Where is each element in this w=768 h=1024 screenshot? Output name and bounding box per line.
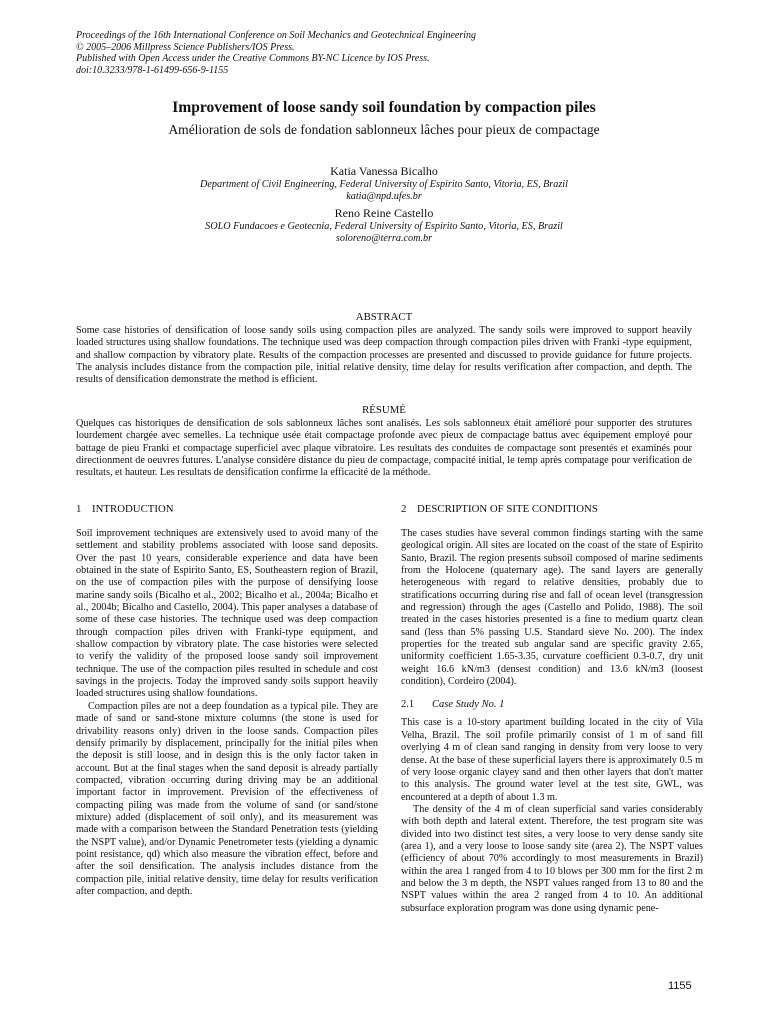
resume-text: Quelques cas historiques de densification de sols sablonneux lâches sont analisés. Les sols sablonneux était amélioré pour supporter des strutures lourdement chargée avec semelles. La technique usée était compactage profonde avec pieux de compactage battus avec équipement employé pour battage de pieu Franki et compactage superficiel avec plaque vibratoire. Les resultats des conduites de compactage sont presentés et examinés pour directionment de oeuvres futures. L'analyse considère distance du pieu de compactage, compacité initial, le temp après compatage pour verification de resultats, et hauteur. Les resultats de densification confirme la efficacité de la méthode. <box>76 418 692 479</box>
left-column <box>76 503 378 898</box>
paper-subtitle: Amélioration de sols de fondation sablonneux lâches pour pieux de compactage <box>168 122 600 137</box>
abstract-section <box>76 311 692 387</box>
paper-title: Improvement of loose sandy soil foundation by compaction piles <box>172 99 596 116</box>
header-line: Published with Open Access under the Creative Commons BY-NC Licence by IOS Press. <box>76 53 430 65</box>
resume-section <box>76 404 692 480</box>
body-paragraph: Soil improvement techniques are extensively used to avoid many of the settlement and stability problems associated with loose sand deposits. Over the past 10 years, considerable experience and data have been obtained in the state of Espirito Santo, ES, Southeastern region of Brazil, on the use of compaction piles with the purpose of densifying loose marine sandy soils (Bicalho et al., 2002; Bicalho et al., 2004a; Bicalho et al., 2004b; Bicalho and Castello, 2004). This paper analyses a database of some of these case histories. The technique used was deep compaction through compaction piles driven with Franki-type equipment, and shallow compaction by vibratory plate. The case histories were selected to verify the validity of the proposed loose sandy soil improvement technique. The use of the compaction piles resulted in schedule and cost savings in the projects. Today the improved sandy soils support heavily loaded structures using shallow foundations. <box>76 528 378 700</box>
body-paragraph: The cases studies have several common findings starting with the same geological origin. All sites are located on the coast of the state of Espirito Santo, Brazil. The region presents subsoil composed of marine sediments from the Holocene (quaternary age). The sand layers are generally heterogeneous with regard to relative densities, probably due to stratifications occurring during rise and fall of ocean level (transgression and regression) through the ages (Castello and Polido, 1988). The soil treated in the cases histories presented is a fine to medium quartz clean sand (less than 5% passing U.S. Standard sieve No. 200). The index properties for the treated sub angular sand are specific gravity 2.65, uniformity coefficient 1.65-3.35, curvature coefficient 0.3-0.7, dry unit weight 16.6 kN/m3 (densest condition) and 13.6 kN/m3 (loosest condition), Cordeiro (2004). <box>401 528 703 688</box>
header-line: © 2005–2006 Millpress Science Publishers/IOS Press. <box>76 41 295 53</box>
abstract-text: Some case histories of densification of loose sandy soils using compaction piles are analyzed. The sandy soils were improved to support heavily loaded structures using shallow foundations. The technique used was deep compaction through compaction piles driven with Franki -type equipment, and shallow compaction by vibratory plate. Results of the compaction processes are presented and discussed to provide guidance for future projects. The analysis includes distance from the compaction pile, initial relative density, time delay for results verification after compaction, and depth. The results of densification demonstrate the method is efficient. <box>76 325 692 386</box>
body-paragraph: The density of the 4 m of clean superficial sand varies considerably with both depth and lateral extent. Therefore, the test program site was divided into two distinct test sites, a very loose to very dense sandy site (area 1), and a very loose to loose sandy site (area 2). The NSPT values (efficiency of about 70% accordingly to most measurements in Brazil) within the area 1 ranged from 4 to 10 blows per 300 mm for the first 2 m and below the 3 m depth, the NSPT values ranged from 13 to 80 and the NSPT values within the area 2 ranged from 4 to 10. An additional subsurface exploration program was done using dynamic pene- <box>401 803 703 914</box>
section-heading-site-conditions <box>401 503 703 516</box>
author-email: soloreno@terra.com.br <box>335 232 433 244</box>
right-column <box>401 503 703 915</box>
subsection-heading-case-study-1 <box>401 698 703 711</box>
header-line: Proceedings of the 16th International Conference on Soil Mechanics and Geotechnical Engineering <box>76 30 476 41</box>
subsection-number: 2.1 <box>401 699 415 711</box>
section-number: 1 <box>76 503 82 515</box>
section-heading-introduction <box>76 503 378 516</box>
author-list <box>76 164 692 244</box>
section-title: INTRODUCTION <box>92 503 174 515</box>
section-title: DESCRIPTION OF SITE CONDITIONS <box>417 503 598 515</box>
resume-heading: RÉSUMÉ <box>362 404 406 416</box>
header-line: doi:10.3233/978-1-61499-656-9-1155 <box>76 64 229 76</box>
author-affiliation: SOLO Fundacoes e Geotecnia, Federal University of Espirito Santo, Vitoria, ES, Brazil <box>205 221 563 232</box>
subsection-title: Case Study No. 1 <box>432 699 505 711</box>
author-block <box>76 164 692 202</box>
body-paragraph: This case is a 10-story apartment building located in the city of Vila Velha, Brazil. The soil profile primarily consist of 1 m of sand fill overlying 4 m of clean sand ranging in density from very loose to very dense. At the base of these superficial layers there is approximately 0.5 m of very loose organic clayey sand and then other layers that don't matter to this analysis. The ground water level at the test site, GWL, was encountered at a depth of about 1.3 m. <box>401 717 703 803</box>
author-block <box>76 206 692 244</box>
author-affiliation: Department of Civil Engineering, Federal University of Espirito Santo, Vitoria, ES, Brazil <box>200 179 568 190</box>
body-paragraph: Compaction piles are not a deep foundation as a typical pile. They are made of sand or sand-stone mixture columns (the stone is used for drivability reasons only) driven in the loose sands. Compaction piles densify primarily by displacement, principally for the initial piles when the deposit is still loose, and in design this is the only factor taken in account. But at the final stages when the sand deposit is already partially compacted, vibration occurring during driving may be an additional important factor in improvement. Prevision of the effectiveness of compacting piling was made from the volume of sand (or sand/stone mixture) added (displacement of soil only), and its measurement was made with a comparison between the Standard Penetration tests (yielding the NSPT value), and/or Dynamic Penetrometer tests (yielding a dynamic point resistance, qd) which also measure the vibration effect, before and after the soil densification. The analysis includes distance from the compaction pile, initial relative density, time delay for results verification after compaction, and depth. <box>76 700 378 897</box>
title-block <box>76 98 692 139</box>
author-name: Katia Vanessa Bicalho <box>330 164 438 178</box>
author-email: katia@npd.ufes.br <box>346 190 422 202</box>
abstract-heading: ABSTRACT <box>355 311 413 323</box>
author-name: Reno Reine Castello <box>334 206 434 220</box>
page-number: 1155 <box>668 980 692 992</box>
proceedings-header <box>76 30 696 76</box>
section-number: 2 <box>401 503 407 515</box>
